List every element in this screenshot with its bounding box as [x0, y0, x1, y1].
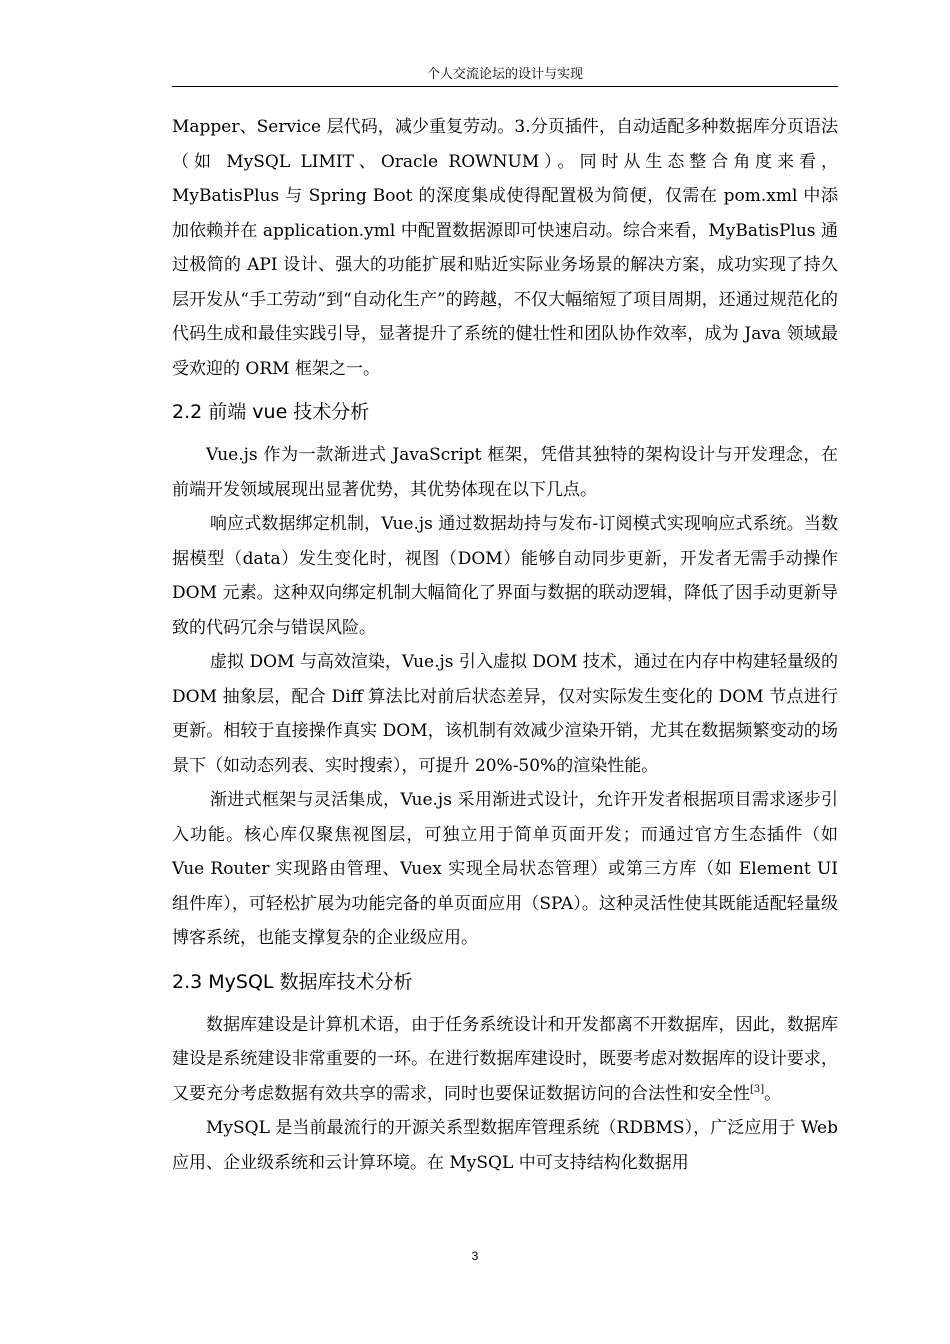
paragraph-virtual-dom: 虚拟 DOM 与高效渲染，Vue.js 引入虚拟 DOM 技术，通过在内存中构建轻量级的 DOM 抽象层，配合 Diff 算法比对前后状态差异，仅对实际发生变化的 DOM 节点进行更新。相较于直接操作真实 DOM，该机制有效减少渲染开销，尤其在数据频繁变动的场景下（如动态列表、实时搜索），可提升 20%-50%的渲染性能。: [172, 652, 838, 776]
page-body: [172, 110, 838, 1180]
paragraph-database-construction: [172, 1008, 838, 1112]
section-heading-2-3: 2.3 MySQL 数据库技术分析: [172, 970, 413, 993]
paragraph-vue-intro: Vue.js 作为一款渐进式 JavaScript 框架，凭借其独特的架构设计与开发理念，在前端开发领域展现出显著优势，其优势体现在以下几点。: [172, 445, 838, 500]
running-header: 个人交流论坛的设计与实现: [426, 67, 583, 82]
citation-3: [3]: [750, 1083, 765, 1095]
header-rule: [172, 86, 838, 87]
paragraph-database-end: 。: [764, 1083, 782, 1104]
section-heading-2-2: 2.2 前端 vue 技术分析: [172, 401, 370, 423]
paragraph-database-text: 数据库建设是计算机术语，由于任务系统设计和开发都离不开数据库，因此，数据库建设是系统建设非常重要的一环。在进行数据库建设时，既要考虑对数据库的设计要求，又要充分考虑数据有效共享的需求，同时也要保证数据访问的合法性和安全性: [172, 1014, 838, 1104]
page-number: 3: [471, 1249, 479, 1263]
paragraph-mybatisplus-summary: Mapper、Service 层代码，减少重复劳动。3.分页插件，自动适配多种数据库分页语法（如 MySQL LIMIT、Oracle ROWNUM）。同时从生态整合角度来看，MyBatisPlus 与 Spring Boot 的深度集成使得配置极为简便，仅需在 pom.xml 中添加依赖并在 application.yml 中配置数据源即可快速启动。综合来看，MyBatisPlus 通过极简的 API 设计、强大的功能扩展和贴近实际业务场景的解决方案，成功实现了持久层开发从“手工劳动”到“自动化生产”的跨越，不仅大幅缩短了项目周期，还通过规范化的代码生成和最佳实践引导，显著提升了系统的健壮性和团队协作效率，成为 Java 领域最受欢迎的 ORM 框架之一。: [172, 117, 838, 379]
paragraph-mysql-intro: MySQL 是当前最流行的开源关系型数据库管理系统（RDBMS），广泛应用于 Web 应用、企业级系统和云计算环境。在 MySQL 中可支持结构化数据用: [172, 1118, 838, 1173]
paragraph-progressive-framework: 渐进式框架与灵活集成，Vue.js 采用渐进式设计，允许开发者根据项目需求逐步引入功能。核心库仅聚焦视图层，可独立用于简单页面开发；而通过官方生态插件（如 Vue Router 实现路由管理、Vuex 实现全局状态管理）或第三方库（如 Element UI 组件库），可轻松扩展为功能完备的单页面应用（SPA）。这种灵活性使其既能适配轻量级博客系统，也能支撑复杂的企业级应用。: [172, 790, 838, 948]
paragraph-reactive-binding: 响应式数据绑定机制，Vue.js 通过数据劫持与发布-订阅模式实现响应式系统。当数据模型（data）发生变化时，视图（DOM）能够自动同步更新，开发者无需手动操作 DOM 元素。这种双向绑定机制大幅简化了界面与数据的联动逻辑，降低了因手动更新导致的代码冗余与错误风险。: [172, 514, 838, 638]
